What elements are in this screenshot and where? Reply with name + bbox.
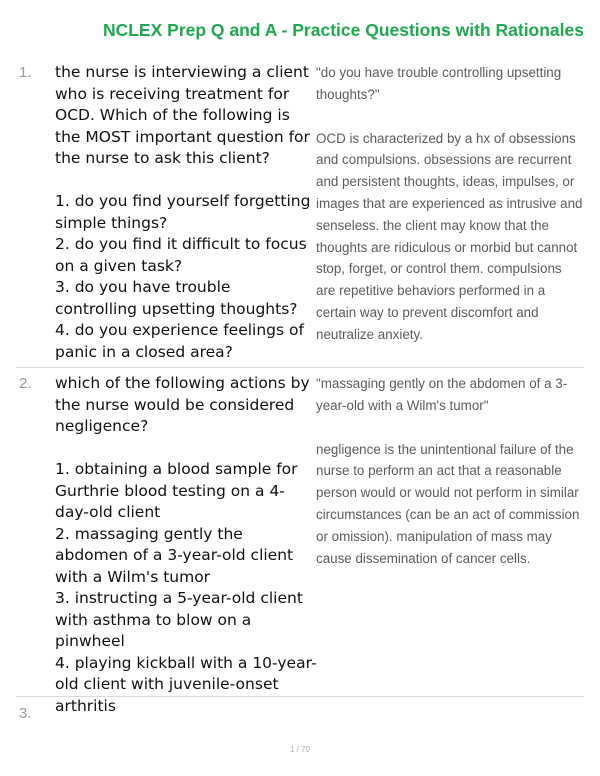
- qa-card-3: [16, 697, 584, 733]
- question-block: [55, 62, 317, 363]
- page-title: NCLEX Prep Q and A - Practice Questions with Rationales: [102, 20, 584, 40]
- rationale-text: OCD is characterized by a hx of obsessions and compulsions. obsessions are recurrent and persistent thoughts, ideas, impulses, or images that are experienced as intrusive and senseless. the client may know that the thoughts are ridiculous or morbid but cannot stop, forget, or control them. compulsions are repetitive behaviors performed in a certain way to prevent discomfort and neutralize anxiety.: [316, 130, 583, 342]
- question-text: the nurse is interviewing a client who is receiving treatment for OCD. Which of the following is the MOST important question for the nurse to ask this client?: [55, 63, 310, 167]
- option-2: 2. do you find it difficult to focus on a given task?: [55, 235, 307, 275]
- page-indicator: 1 / 70: [289, 745, 310, 754]
- option-3: 3. instructing a 5-year-old client with asthma to blow on a pinwheel: [55, 589, 303, 650]
- answer-block: [316, 373, 584, 569]
- option-4: 4. do you experience feelings of panic in a closed area?: [55, 321, 304, 361]
- question-number: 2.: [19, 375, 32, 392]
- option-4: 4. playing kickball with a 10-year-old client with juvenile-onset arthritis: [55, 653, 317, 715]
- option-2: 2. massaging gently the abdomen of a 3-year-old client with a Wilm's tumor: [55, 524, 294, 586]
- question-number: 3.: [19, 705, 32, 722]
- question-number: 1.: [19, 64, 32, 81]
- answer-text: "do you have trouble controlling upsetting thoughts?": [316, 65, 562, 102]
- qa-card-1: [16, 56, 584, 368]
- qa-card-2: [16, 367, 584, 715]
- answer-text: "massaging gently on the abdomen of a 3-year-old with a Wilm's tumor": [316, 376, 568, 413]
- option-3: 3. do you have trouble controlling upsetting thoughts?: [55, 278, 298, 318]
- question-text: which of the following actions by the nurse would be considered negligence?: [55, 374, 310, 435]
- answer-block: [316, 62, 584, 346]
- rationale-text: negligence is the unintentional failure of the nurse to perform an act that a reasonable person would or would not perform in similar circumstances (can be an act of commission or omission). manipulation of mass may cause dissemination of cancer cells.: [316, 441, 580, 566]
- option-1: 1. do you find yourself forgetting simple things?: [55, 192, 311, 232]
- question-block: [55, 373, 317, 717]
- option-1: 1. obtaining a blood sample for Gurthrie blood testing on a 4-day-old client: [55, 460, 298, 521]
